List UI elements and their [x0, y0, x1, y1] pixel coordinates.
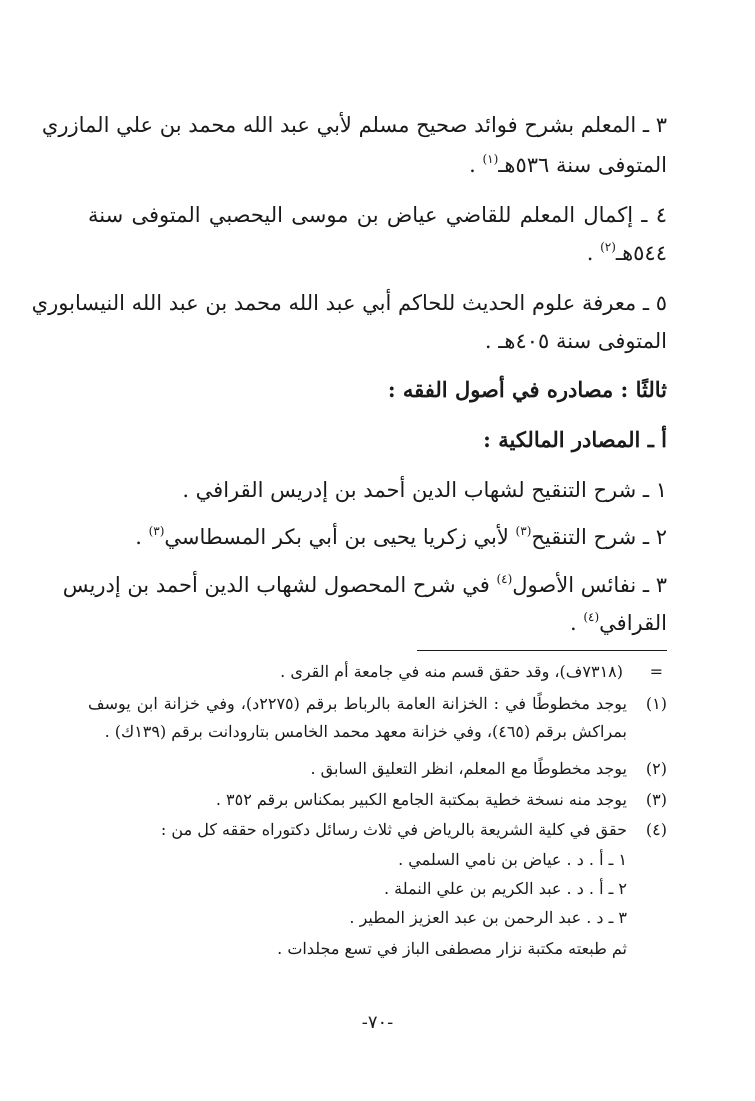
usul-source-1: ١ ـ شرح التنقيح لشهاب الدين أحمد بن إدريس القرافي . [182, 478, 667, 502]
source-item-4-line-1: ٤ ـ إكمال المعلم للقاضي عياض بن موسى اليحصبي المتوفى سنة [88, 203, 667, 227]
section-heading-third: ثالثًا : مصادره في أصول الفقه : [387, 377, 667, 402]
usul-source-2: ٢ ـ شرح التنقيح$^{(٣)}$ لأبي زكريا يحيى بن أبي بكر المسطاسي$^{(٣)}$ . [135, 524, 667, 549]
source-item-3-line-1: ٣ ـ المعلم بشرح فوائد صحيح مسلم لأبي عبد الله محمد بن علي المازري [41, 113, 667, 137]
usul-source-3-line-1: ٣ ـ نفائس الأصول$^{(٤)}$ في شرح المحصول لشهاب الدين أحمد بن إدريس [62, 572, 667, 597]
source-item-4-line-2: ٥٤٤هـ$^{(٢)}$ . [586, 240, 667, 265]
footnote-4-number: (٤) [645, 820, 667, 839]
footnote-ref-2[interactable]: (٢) [600, 240, 616, 254]
footnote-ref-3b[interactable]: (٣) [148, 524, 165, 538]
usul-source-3-line-2: القرافي$^{(٤)}$ . [569, 610, 667, 635]
continuation-mark: = [649, 662, 663, 681]
footnote-separator [417, 650, 667, 651]
source-item-5-line-1: ٥ ـ معرفة علوم الحديث للحاكم أبي عبد الله محمد بن عبد الله النيسابوري [31, 291, 667, 315]
footnote-1-number: (١) [645, 694, 667, 713]
source-item-5-line-2: المتوفى سنة ٤٠٥هـ . [484, 329, 667, 353]
footnote-ref-4b[interactable]: (٤) [583, 610, 600, 624]
footnote-3-number: (٣) [645, 790, 667, 809]
source-item-3-line-2: المتوفى سنة ٥٣٦هـ$^{(١)}$ . [469, 152, 667, 177]
footnote-2-number: (٢) [645, 759, 667, 778]
document-page: ٣ ـ المعلم بشرح فوائد صحيح مسلم لأبي عبد الله محمد بن علي المازري المتوفى سنة ٥٣٦هـ$^{(١)}$ . ٤ ـ إكمال المعلم للقاضي عياض بن موسى اليحصبي المتوفى سنة ٥٤٤هـ$^{(٢)}$ . ٥ ـ معرفة علوم الحديث للحاكم أبي عبد الله محمد بن عبد الله النيسابوري المتوفى سنة ٤٠٥هـ . ثالثًا : مصادره في أصول الفقه : أ ـ المصادر المالكية : ١ ـ شرح التنقيح لشهاب الدين أحمد بن إدريس القرافي . ٢ ـ شرح التنقيح$^{(٣)}$ لأبي زكريا يحيى بن أبي بكر المسطاسي$^{(٣)}$ . ٣ ـ نفائس الأصول$^{(٤)}$ في شرح المحصول لشهاب الدين أحمد بن إدريس القرافي$^{(٤)}$ . = (٧٣١٨ف)، وقد حقق قسم منه في جامعة أم القرى . (١) يوجد مخطوطًا في : الخزانة العامة بالرباط برقم (٢٢٧٥د)، وفي خزانة ابن يوسف بمراكش برقم (٤٦٥)، وفي خزانة معهد محمد الخامس بتارودانت برقم (١٣٩ك) . (٢) يوجد مخطوطًا مع المعلم، انظر التعليق السابق . (٣) يوجد منه نسخة خطية بمكتبة الجامع الكبير بمكناس برقم ٣٥٢ . (٤) حقق في كلية الشريعة بالرياض في ثلاث رسائل دكتوراه حققه كل من : ١ ـ أ . د . عياض بن نامي السلمي . ٢ ـ أ . د . عبد الكريم بن علي النملة . ٣ ـ د . عبد الرحمن بن عبد العزيز المطير . ثم طبعته مكتبة نزار مصطفى الباز في تسع مجلدات . -٧٠- [0, 0, 755, 1101]
footnote-ref-4a[interactable]: (٤) [496, 572, 513, 586]
page-number: -٧٠- [361, 1012, 394, 1033]
footnote-ref-1[interactable]: (١) [482, 152, 499, 166]
subheading-maliki-sources: أ ـ المصادر المالكية : [483, 427, 667, 452]
footnote-ref-3a[interactable]: (٣) [515, 524, 532, 538]
